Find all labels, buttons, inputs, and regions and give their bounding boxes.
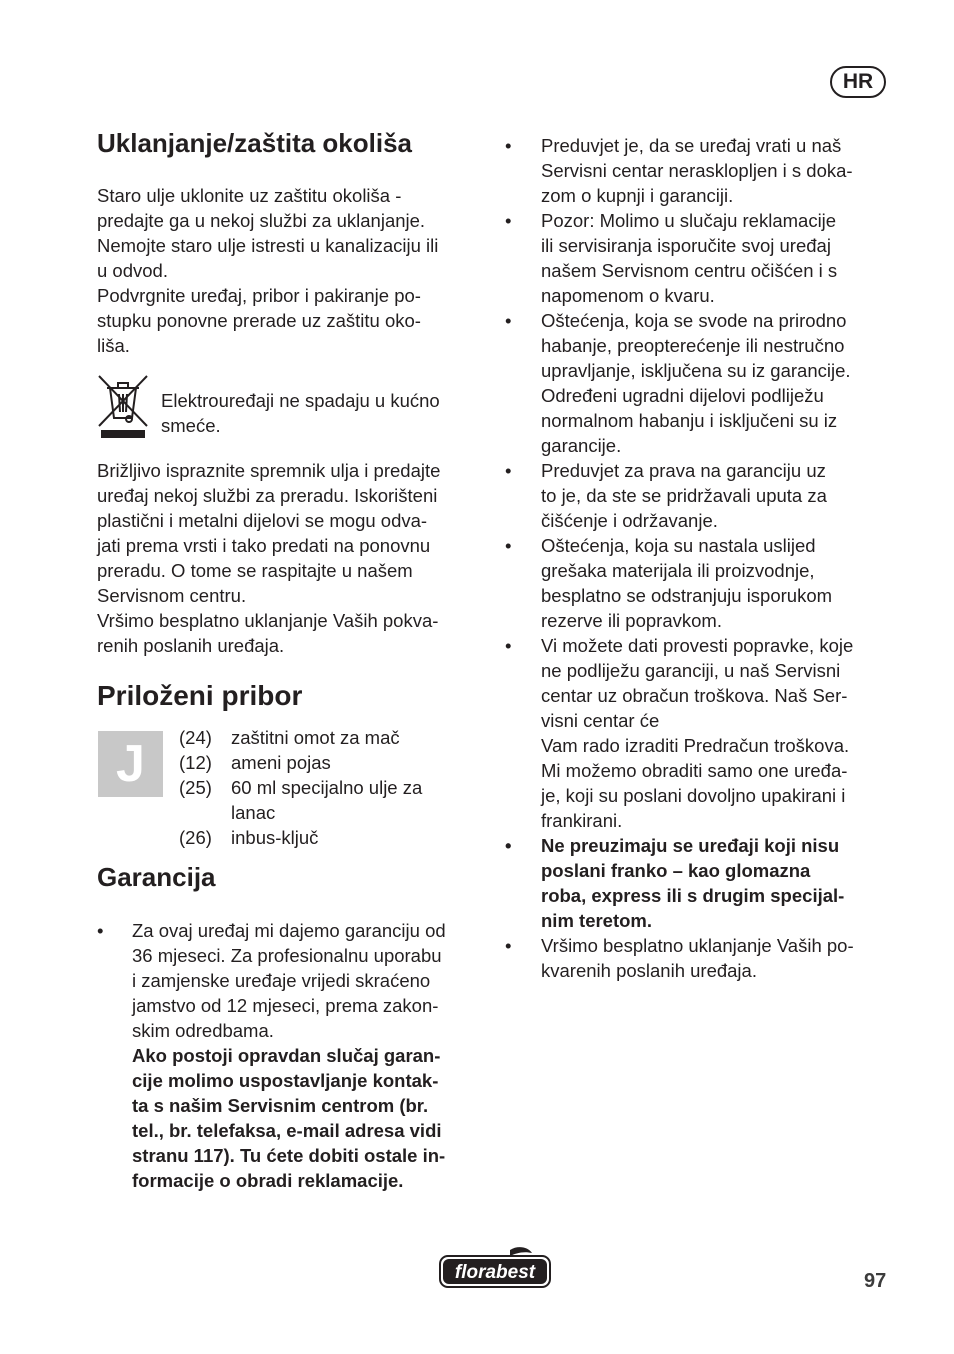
florabest-logo (438, 1246, 552, 1295)
right-column (505, 133, 905, 983)
accessories-heading: Priloženi pribor (97, 680, 303, 711)
warranty-conditions-list (505, 133, 905, 983)
language-badge: HR (830, 66, 886, 98)
bullet: • (505, 310, 512, 331)
accessory-label: ameni pojas (231, 752, 331, 773)
accessory-item (179, 775, 461, 825)
list-item: • Ne preuzimaju se uređaji koji nisu poslani franko – kao glomazna roba, express ili s drugim specijal- nim teretom. (505, 835, 845, 931)
list-item: • Preduvjet je, da se uređaj vrati u naš Servisni centar nerasklopljen i s doka- zom o kupnji i garanciji. (505, 135, 853, 206)
accessory-number: (25) (179, 777, 212, 798)
list-item: • Vi možete dati provesti popravke, koje ne podliježu garanciji, u naš Servisni centar uz obračun troškova. Naš Ser- visni centar će Vam rado izraditi Predračun troškova. Mi možemo obraditi samo one uređa- je, koji su poslani dovoljno upakirani i frankirani. (505, 635, 854, 831)
list-item: • Oštećenja, koja su nastala uslijed grešaka materijala ili proizvodnje, besplatno se odstranjuju isporukom rezerve ili popravkom. (505, 535, 833, 631)
accessory-number: (24) (179, 727, 212, 748)
page-number: 97 (864, 1270, 887, 1292)
bullet: • (505, 135, 512, 156)
accessories-section (97, 727, 487, 861)
bullet: • (505, 535, 512, 556)
crossed-bin-icon (97, 374, 149, 440)
list-item: • Oštećenja, koja se svode na prirodno habanje, preopterećenje ili nestručno upravljanje, isključena su iz garancije. Određeni ugradni dijelovi podliježu normalnom habanju i isključeni su iz garancije. (505, 310, 851, 456)
warranty-list (97, 918, 487, 1193)
left-column (97, 127, 487, 1193)
accessory-label: zaštitni omot za mač (231, 727, 400, 748)
accessory-item (179, 750, 461, 775)
list-item: • Pozor: Molimo u slučaju reklamacije ili servisiranja isporučite svoj uređaj našem Servisnom centru očišćen i s napomenom o kvaru. (505, 210, 838, 306)
accessories-list (179, 725, 461, 850)
bullet: • (505, 460, 512, 481)
accessory-item (179, 825, 461, 850)
bullet: • (505, 835, 512, 856)
weee-notice (97, 374, 487, 444)
bullet: • (97, 920, 104, 941)
list-item: • Za ovaj uređaj mi dajemo garanciju od 36 mjeseci. Za profesionalnu uporabu i zamjenske uređaje vrijedi skraćeno jamstvo od 12 mjeseci, prema zakon- skim odredbama. Ako postoji opravdan slučaj garan- cije molimo uspostavljanje kontak- ta s našim Servisnim centrom (br. tel., br. telefaksa, e-mail adresa vidi stranu 117). Tu ćete dobiti ostale in- formacije o obradi reklamacije. (97, 920, 446, 1191)
disposal-heading: Uklanjanje/zaštita okoliša (97, 128, 413, 158)
bullet: • (505, 210, 512, 231)
bullet: • (505, 635, 512, 656)
list-item: • Vršimo besplatno uklanjanje Vaših po- kvarenih poslanih uređaja. (505, 935, 854, 981)
accessory-number: (12) (179, 752, 212, 773)
accessory-label: 60 ml specijalno ulje za lanac (231, 777, 423, 823)
accessory-item (179, 725, 461, 750)
accessory-letter-badge: J (98, 731, 163, 797)
disposal-text: Staro ulje uklonite uz zaštitu okoliša - predajte ga u nekoj službi za uklanjanje. Nemojte staro ulje istresti u kanalizaciju ili u odvod. Podvrgnite uređaj, pribor i pakiranje po- stupku ponovne prerade uz zaštitu oko- liša. (97, 185, 439, 356)
warranty-heading: Garancija (97, 862, 216, 892)
recycling-text: Brižljivo ispraznite spremnik ulja i predajte uređaj nekoj službi za preradu. Iskorišteni plastični i metalni dijelovi se mogu odva- jati prema vrsti i tako predati na ponovnu preradu. O tome se raspitajte u našem Servisnom centru. Vršimo besplatno uklanjanje Vaših pokva- renih poslanih uređaja. (97, 460, 441, 656)
accessory-label: inbus-ključ (231, 827, 319, 848)
list-item: • Preduvjet za prava na garanciju uz to je, da ste se pridržavali uputa za čišćenje i održavanje. (505, 460, 827, 531)
logo-text: florabest (454, 1262, 536, 1283)
accessory-number: (26) (179, 827, 212, 848)
bullet: • (505, 935, 512, 956)
weee-text: Elektrouređaji ne spadaju u kućno smeće. (161, 390, 440, 436)
